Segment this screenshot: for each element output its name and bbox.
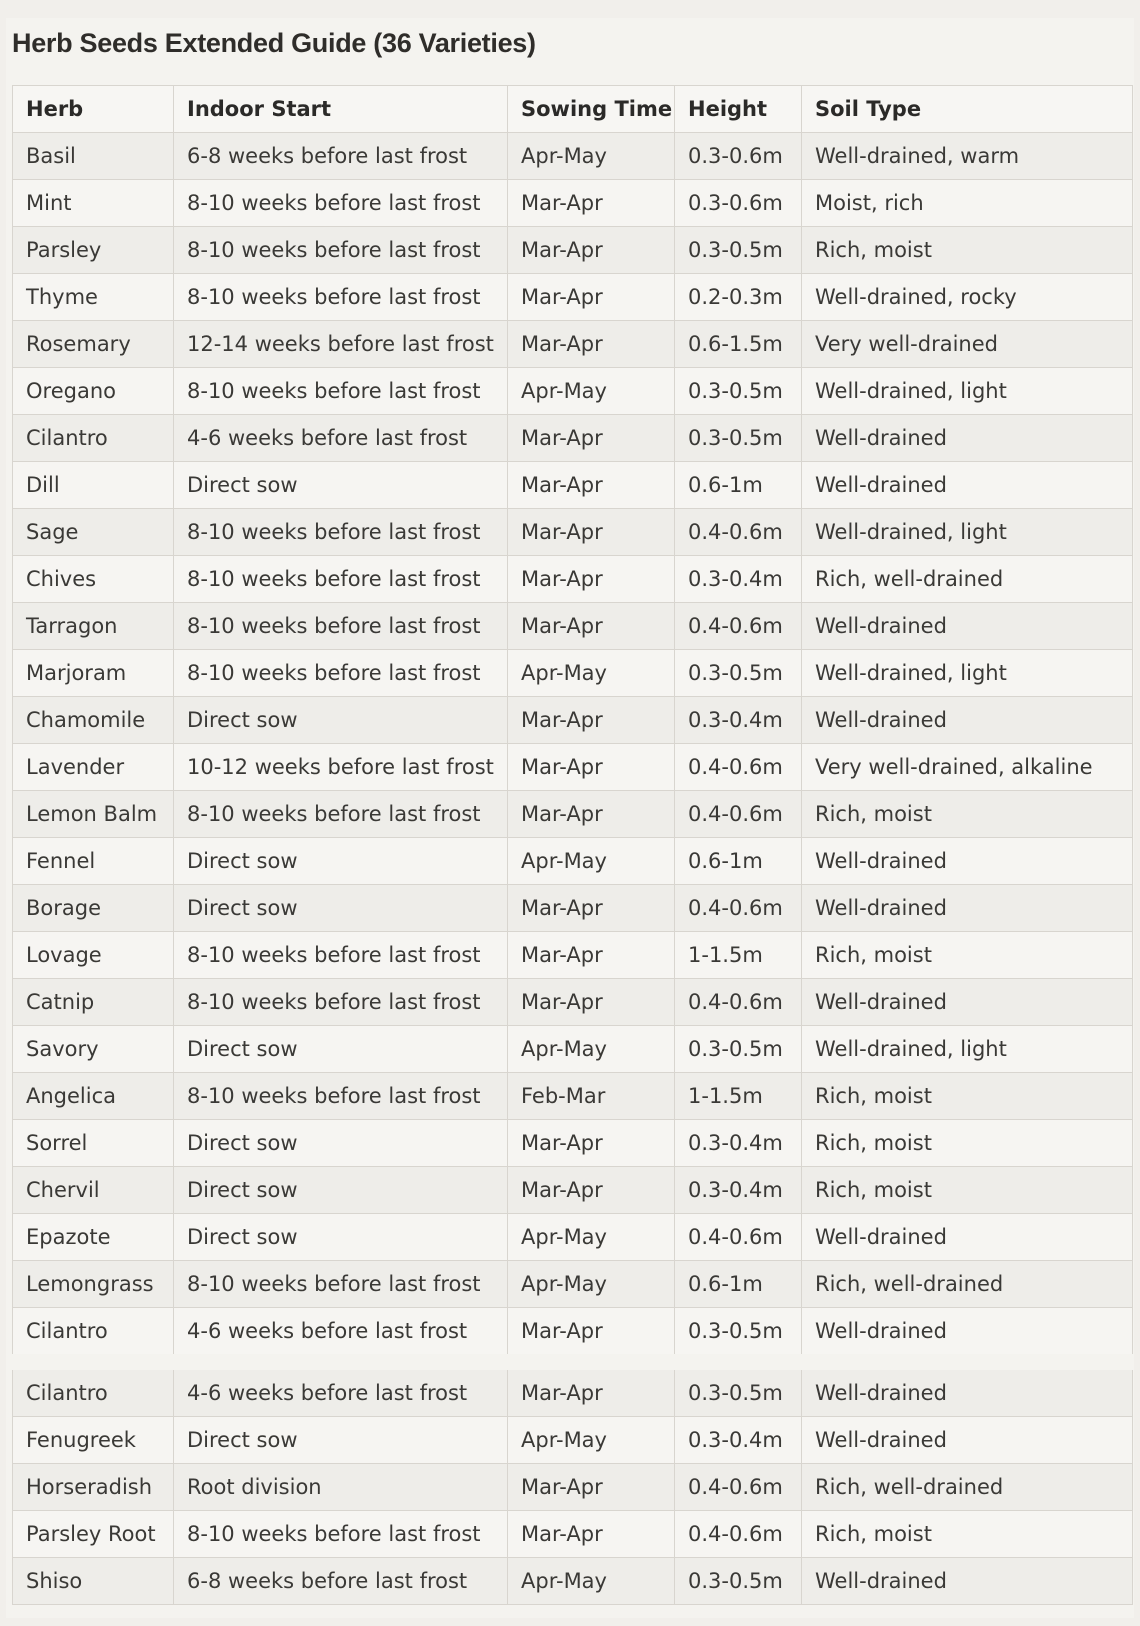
column-header-herb: Herb	[13, 86, 174, 133]
cell-soil-type: Well-drained	[802, 1214, 1133, 1261]
cell-soil-type: Well-drained, light	[802, 509, 1133, 556]
cell-herb: Cilantro	[13, 1362, 174, 1417]
cell-soil-type: Rich, moist	[802, 791, 1133, 838]
cell-height: 0.4-0.6m	[675, 603, 802, 650]
table-body	[13, 133, 1133, 1605]
cell-sowing-time: Mar-Apr	[508, 932, 675, 979]
cell-height: 0.4-0.6m	[675, 979, 802, 1026]
cell-height: 0.3-0.5m	[675, 650, 802, 697]
cell-indoor-start: 8-10 weeks before last frost	[174, 650, 508, 697]
table-row	[13, 509, 1133, 556]
cell-herb: Sage	[13, 509, 174, 556]
cell-height: 0.6-1m	[675, 1261, 802, 1308]
table-row	[13, 697, 1133, 744]
cell-herb: Tarragon	[13, 603, 174, 650]
cell-sowing-time: Mar-Apr	[508, 180, 675, 227]
cell-indoor-start: 8-10 weeks before last frost	[174, 791, 508, 838]
cell-sowing-time: Mar-Apr	[508, 1120, 675, 1167]
table-row	[13, 1558, 1133, 1605]
cell-soil-type: Well-drained, light	[802, 1026, 1133, 1073]
cell-height: 0.3-0.5m	[675, 1362, 802, 1417]
cell-herb: Basil	[13, 133, 174, 180]
table-row	[13, 979, 1133, 1026]
cell-indoor-start: 8-10 weeks before last frost	[174, 180, 508, 227]
cell-indoor-start: 8-10 weeks before last frost	[174, 1073, 508, 1120]
cell-height: 0.3-0.5m	[675, 368, 802, 415]
cell-indoor-start: 6-8 weeks before last frost	[174, 133, 508, 180]
cell-soil-type: Rich, moist	[802, 1167, 1133, 1214]
table-row	[13, 227, 1133, 274]
cell-indoor-start: Direct sow	[174, 1214, 508, 1261]
cell-soil-type: Well-drained	[802, 1558, 1133, 1605]
cell-height: 0.4-0.6m	[675, 1511, 802, 1558]
cell-height: 0.4-0.6m	[675, 791, 802, 838]
cell-height: 0.3-0.4m	[675, 1167, 802, 1214]
table-row	[13, 1073, 1133, 1120]
cell-soil-type: Rich, well-drained	[802, 556, 1133, 603]
cell-herb: Borage	[13, 885, 174, 932]
cell-height: 0.3-0.4m	[675, 1417, 802, 1464]
cell-sowing-time: Mar-Apr	[508, 885, 675, 932]
cell-indoor-start: 6-8 weeks before last frost	[174, 1558, 508, 1605]
cell-soil-type: Rich, moist	[802, 932, 1133, 979]
cell-indoor-start: 8-10 weeks before last frost	[174, 979, 508, 1026]
cell-indoor-start: Direct sow	[174, 1026, 508, 1073]
cell-height: 0.4-0.6m	[675, 744, 802, 791]
cell-herb: Cilantro	[13, 1308, 174, 1363]
cell-soil-type: Well-drained, warm	[802, 133, 1133, 180]
table-row	[13, 1167, 1133, 1214]
cell-sowing-time: Apr-May	[508, 1417, 675, 1464]
cell-herb: Chives	[13, 556, 174, 603]
cell-indoor-start: Direct sow	[174, 462, 508, 509]
cell-height: 0.4-0.6m	[675, 1464, 802, 1511]
table-row	[13, 650, 1133, 697]
cell-indoor-start: 8-10 weeks before last frost	[174, 603, 508, 650]
cell-height: 0.6-1.5m	[675, 321, 802, 368]
table-row	[13, 838, 1133, 885]
cell-height: 0.3-0.5m	[675, 227, 802, 274]
cell-sowing-time: Mar-Apr	[508, 1362, 675, 1417]
table-row	[13, 415, 1133, 462]
cell-height: 0.3-0.5m	[675, 1026, 802, 1073]
cell-sowing-time: Mar-Apr	[508, 1464, 675, 1511]
cell-sowing-time: Mar-Apr	[508, 979, 675, 1026]
cell-herb: Cilantro	[13, 415, 174, 462]
cell-soil-type: Very well-drained	[802, 321, 1133, 368]
cell-indoor-start: 8-10 weeks before last frost	[174, 932, 508, 979]
cell-height: 1-1.5m	[675, 932, 802, 979]
cell-height: 0.6-1m	[675, 838, 802, 885]
cell-sowing-time: Mar-Apr	[508, 462, 675, 509]
cell-soil-type: Rich, moist	[802, 1073, 1133, 1120]
cell-herb: Chervil	[13, 1167, 174, 1214]
cell-herb: Lemon Balm	[13, 791, 174, 838]
cell-indoor-start: 8-10 weeks before last frost	[174, 368, 508, 415]
cell-herb: Parsley Root	[13, 1511, 174, 1558]
cell-indoor-start: 8-10 weeks before last frost	[174, 556, 508, 603]
cell-indoor-start: Direct sow	[174, 1417, 508, 1464]
table-row	[13, 180, 1133, 227]
cell-soil-type: Well-drained	[802, 838, 1133, 885]
cell-soil-type: Rich, moist	[802, 1511, 1133, 1558]
cell-height: 0.3-0.6m	[675, 133, 802, 180]
cell-indoor-start: 4-6 weeks before last frost	[174, 1362, 508, 1417]
cell-herb: Oregano	[13, 368, 174, 415]
cell-soil-type: Well-drained	[802, 462, 1133, 509]
table-row	[13, 556, 1133, 603]
column-header-indoor-start: Indoor Start	[174, 86, 508, 133]
cell-herb: Horseradish	[13, 1464, 174, 1511]
table-row	[13, 274, 1133, 321]
cell-height: 0.3-0.6m	[675, 180, 802, 227]
cell-indoor-start: 4-6 weeks before last frost	[174, 1308, 508, 1363]
cell-indoor-start: 12-14 weeks before last frost	[174, 321, 508, 368]
table-row	[13, 1362, 1133, 1417]
table-row	[13, 462, 1133, 509]
cell-soil-type: Well-drained	[802, 415, 1133, 462]
cell-soil-type: Well-drained	[802, 697, 1133, 744]
cell-herb: Parsley	[13, 227, 174, 274]
cell-sowing-time: Mar-Apr	[508, 744, 675, 791]
cell-herb: Thyme	[13, 274, 174, 321]
cell-herb: Savory	[13, 1026, 174, 1073]
cell-height: 0.3-0.4m	[675, 1120, 802, 1167]
cell-sowing-time: Mar-Apr	[508, 556, 675, 603]
cell-indoor-start: 4-6 weeks before last frost	[174, 415, 508, 462]
cell-herb: Fenugreek	[13, 1417, 174, 1464]
cell-herb: Epazote	[13, 1214, 174, 1261]
cell-sowing-time: Mar-Apr	[508, 274, 675, 321]
cell-indoor-start: Direct sow	[174, 1167, 508, 1214]
cell-herb: Rosemary	[13, 321, 174, 368]
cell-soil-type: Well-drained	[802, 885, 1133, 932]
cell-soil-type: Rich, moist	[802, 1120, 1133, 1167]
cell-sowing-time: Mar-Apr	[508, 509, 675, 556]
cell-herb: Catnip	[13, 979, 174, 1026]
cell-herb: Dill	[13, 462, 174, 509]
table-row	[13, 133, 1133, 180]
cell-indoor-start: Direct sow	[174, 1120, 508, 1167]
table-row	[13, 885, 1133, 932]
cell-herb: Chamomile	[13, 697, 174, 744]
cell-soil-type: Rich, well-drained	[802, 1464, 1133, 1511]
cell-sowing-time: Mar-Apr	[508, 697, 675, 744]
cell-herb: Sorrel	[13, 1120, 174, 1167]
guide-page	[6, 18, 1134, 1618]
herb-table	[12, 85, 1133, 1605]
cell-indoor-start: 10-12 weeks before last frost	[174, 744, 508, 791]
cell-sowing-time: Apr-May	[508, 368, 675, 415]
table-row	[13, 1120, 1133, 1167]
cell-height: 0.2-0.3m	[675, 274, 802, 321]
cell-soil-type: Very well-drained, alkaline	[802, 744, 1133, 791]
cell-soil-type: Well-drained	[802, 1362, 1133, 1417]
cell-sowing-time: Apr-May	[508, 650, 675, 697]
cell-soil-type: Moist, rich	[802, 180, 1133, 227]
cell-soil-type: Well-drained	[802, 1417, 1133, 1464]
cell-indoor-start: 8-10 weeks before last frost	[174, 1261, 508, 1308]
cell-indoor-start: Root division	[174, 1464, 508, 1511]
cell-sowing-time: Mar-Apr	[508, 321, 675, 368]
cell-herb: Shiso	[13, 1558, 174, 1605]
column-header-sowing-time: Sowing Time	[508, 86, 675, 133]
header-row	[13, 86, 1133, 133]
cell-herb: Marjoram	[13, 650, 174, 697]
cell-herb: Lovage	[13, 932, 174, 979]
table-row	[13, 1026, 1133, 1073]
cell-sowing-time: Apr-May	[508, 838, 675, 885]
cell-sowing-time: Mar-Apr	[508, 415, 675, 462]
cell-height: 0.4-0.6m	[675, 1214, 802, 1261]
cell-sowing-time: Mar-Apr	[508, 791, 675, 838]
cell-sowing-time: Apr-May	[508, 1558, 675, 1605]
cell-soil-type: Rich, well-drained	[802, 1261, 1133, 1308]
cell-soil-type: Well-drained, rocky	[802, 274, 1133, 321]
cell-sowing-time: Mar-Apr	[508, 1308, 675, 1363]
cell-height: 0.3-0.5m	[675, 1558, 802, 1605]
cell-height: 1-1.5m	[675, 1073, 802, 1120]
table-row	[13, 1308, 1133, 1363]
table-row	[13, 1261, 1133, 1308]
cell-indoor-start: 8-10 weeks before last frost	[174, 509, 508, 556]
cell-herb: Fennel	[13, 838, 174, 885]
table-row	[13, 791, 1133, 838]
cell-sowing-time: Feb-Mar	[508, 1073, 675, 1120]
cell-height: 0.6-1m	[675, 462, 802, 509]
cell-sowing-time: Mar-Apr	[508, 1511, 675, 1558]
table-row	[13, 744, 1133, 791]
table-header	[13, 86, 1133, 133]
cell-indoor-start: Direct sow	[174, 885, 508, 932]
table-row	[13, 932, 1133, 979]
cell-herb: Mint	[13, 180, 174, 227]
cell-sowing-time: Apr-May	[508, 1026, 675, 1073]
cell-herb: Lavender	[13, 744, 174, 791]
table-row	[13, 1417, 1133, 1464]
cell-herb: Lemongrass	[13, 1261, 174, 1308]
cell-sowing-time: Apr-May	[508, 1261, 675, 1308]
cell-indoor-start: Direct sow	[174, 697, 508, 744]
table-row	[13, 368, 1133, 415]
cell-soil-type: Well-drained	[802, 979, 1133, 1026]
cell-sowing-time: Mar-Apr	[508, 603, 675, 650]
table-row	[13, 1214, 1133, 1261]
table-row	[13, 1464, 1133, 1511]
cell-height: 0.4-0.6m	[675, 885, 802, 932]
cell-soil-type: Rich, moist	[802, 227, 1133, 274]
cell-height: 0.3-0.4m	[675, 697, 802, 744]
cell-indoor-start: 8-10 weeks before last frost	[174, 1511, 508, 1558]
cell-sowing-time: Mar-Apr	[508, 1167, 675, 1214]
cell-soil-type: Well-drained, light	[802, 650, 1133, 697]
cell-soil-type: Well-drained	[802, 1308, 1133, 1363]
cell-indoor-start: 8-10 weeks before last frost	[174, 227, 508, 274]
cell-indoor-start: 8-10 weeks before last frost	[174, 274, 508, 321]
cell-indoor-start: Direct sow	[174, 838, 508, 885]
page-title: Herb Seeds Extended Guide (36 Varieties)	[12, 28, 536, 58]
table-row	[13, 1511, 1133, 1558]
cell-height: 0.3-0.4m	[675, 556, 802, 603]
cell-height: 0.4-0.6m	[675, 509, 802, 556]
cell-sowing-time: Apr-May	[508, 133, 675, 180]
cell-height: 0.3-0.5m	[675, 1308, 802, 1363]
cell-sowing-time: Apr-May	[508, 1214, 675, 1261]
cell-height: 0.3-0.5m	[675, 415, 802, 462]
table-row	[13, 321, 1133, 368]
column-header-height: Height	[675, 86, 802, 133]
cell-soil-type: Well-drained, light	[802, 368, 1133, 415]
cell-herb: Angelica	[13, 1073, 174, 1120]
column-header-soil-type: Soil Type	[802, 86, 1133, 133]
table-row	[13, 603, 1133, 650]
cell-sowing-time: Mar-Apr	[508, 227, 675, 274]
cell-soil-type: Well-drained	[802, 603, 1133, 650]
